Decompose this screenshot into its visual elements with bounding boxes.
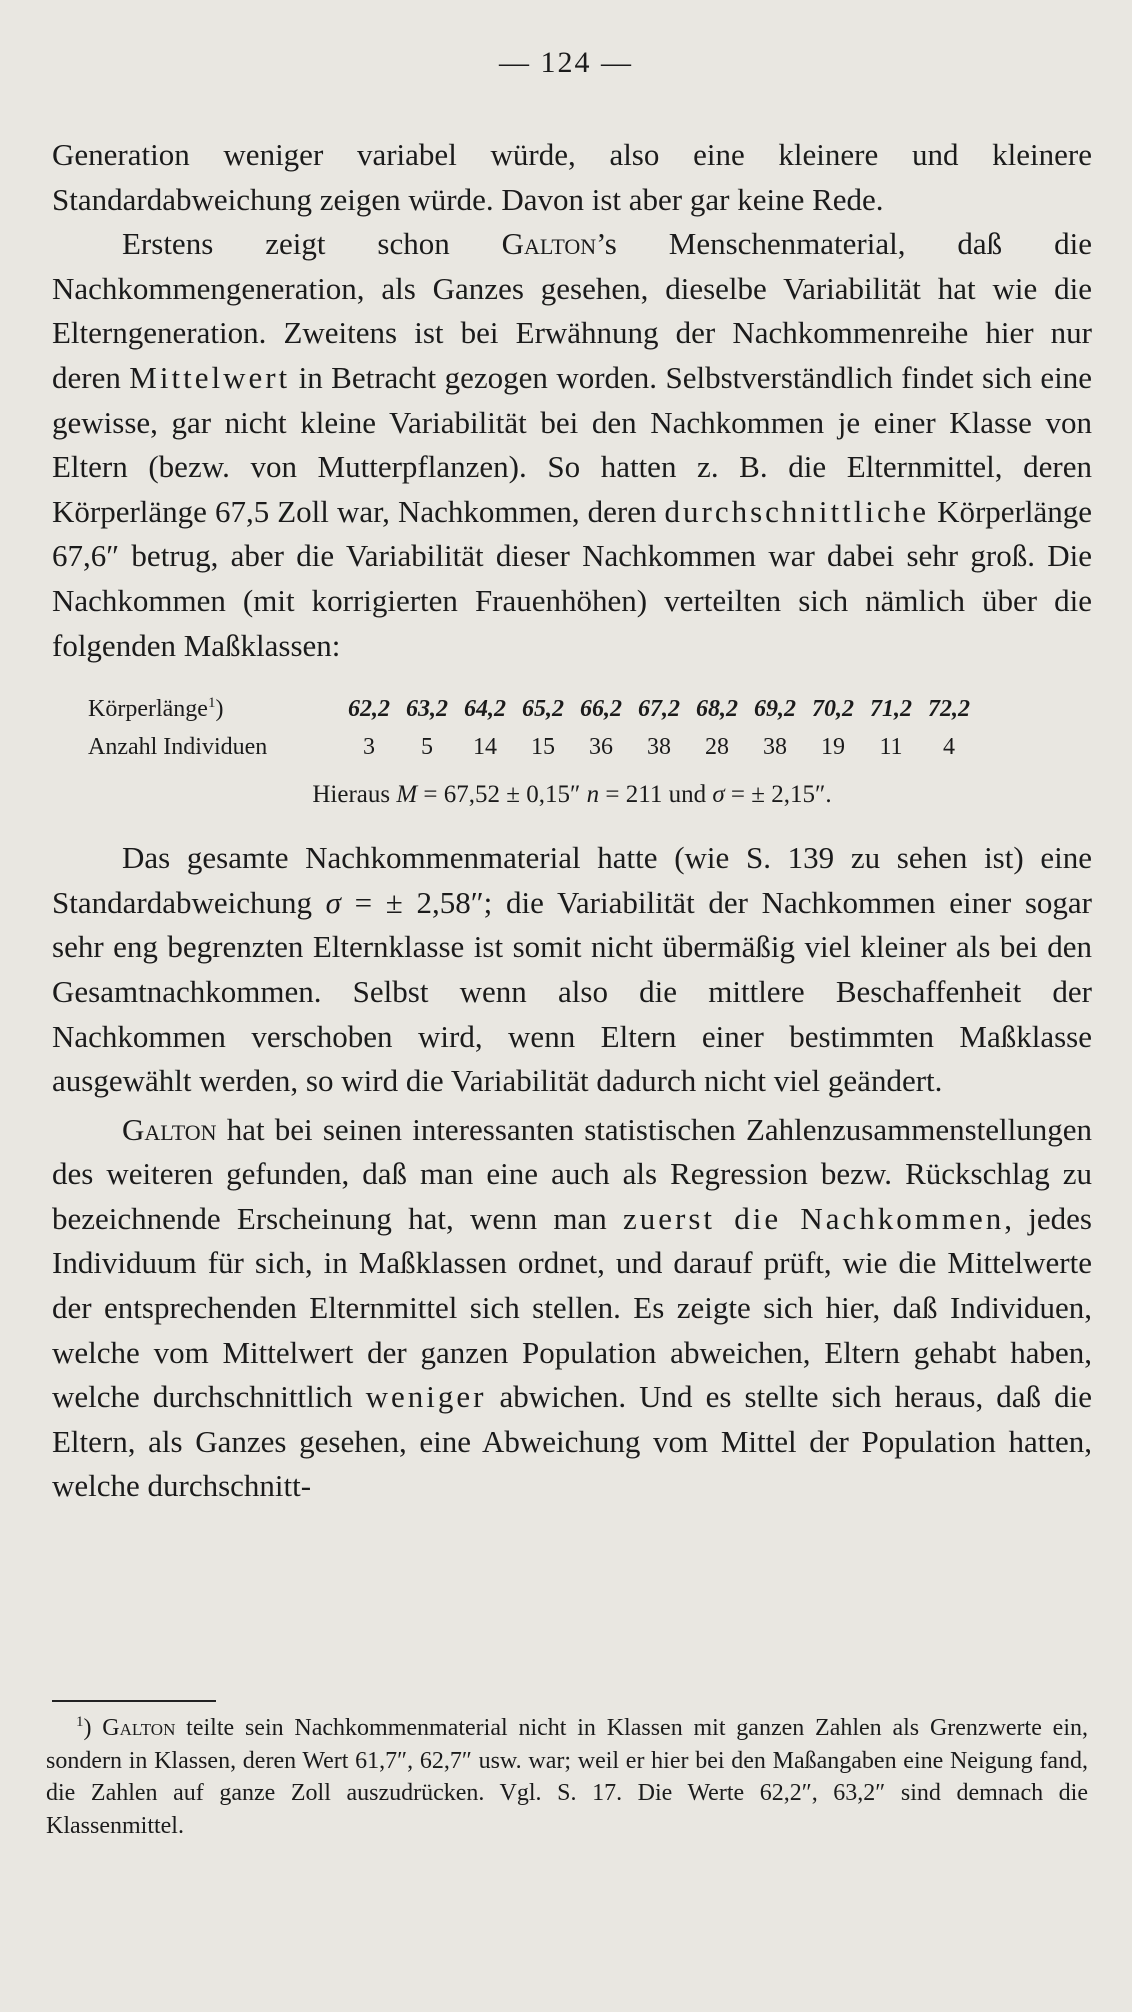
- table-row-koerperlaenge: [88, 690, 1092, 728]
- table-cell: 5: [421, 734, 433, 761]
- formula-symbol: n: [586, 781, 600, 809]
- result-formula: [52, 776, 1092, 814]
- table-cell: 70,2: [812, 696, 854, 723]
- table-cell: 71,2: [870, 696, 912, 723]
- table-cells: [340, 690, 978, 728]
- formula-text: = 211 und: [599, 781, 713, 809]
- author-name: Galton: [122, 1111, 217, 1147]
- footnote: [46, 1712, 1088, 1842]
- emphasis-text: Mittelwert: [129, 359, 291, 395]
- paragraph-galton: [52, 1108, 1092, 1509]
- table-cell: 67,2: [638, 696, 680, 723]
- table-cell: 19: [821, 734, 845, 761]
- footnote-text: [46, 1712, 1088, 1842]
- formula-symbol: σ: [325, 884, 341, 920]
- table-cell: 62,2: [348, 696, 390, 723]
- text-run: abwichen. Und es stellte sich heraus, daß die Eltern, als Ganzes gesehen, eine Abweichung vom Mittel der Population hatten, welche durchschnitt-: [52, 1379, 1092, 1504]
- page-number: — 124 —: [499, 46, 633, 79]
- emphasis-text: durchschnittliche: [664, 493, 930, 529]
- table-cells: [340, 728, 978, 766]
- table-cell: 63,2: [406, 696, 448, 723]
- footnote-marker: 1: [76, 1714, 84, 1730]
- text-run: in Betracht gezogen worden. Selbstverständlich findet sich eine gewisse, gar nicht kleine Variabilität bei den Nachkommen je einer Klasse von Eltern (bezw. von Mutterpflanzen). So hatten z. B. die Elternmittel, deren Körperlänge 67,5 Zoll war, Nachkommen, deren: [52, 359, 1092, 529]
- table-cell: 11: [879, 734, 903, 761]
- table-cell: 68,2: [696, 696, 738, 723]
- text-run: , jedes Individuum für sich, in Maßklassen ordnet, und darauf prüft, wie die Mittelwerte der entsprechenden Elternmittel sich stellen. Es zeigte sich hier, daß Individuen, welche vom Mittelwert der ganzen Population abweichen, Eltern gehabt haben, welche durchschnittlich: [52, 1200, 1092, 1415]
- footnote-ref: 1: [207, 695, 216, 712]
- author-name: Galton: [102, 1715, 176, 1741]
- formula-text: = 67,52 ± 0,15″: [417, 781, 587, 809]
- table-cell: 72,2: [928, 696, 970, 723]
- emphasis-text: weniger: [365, 1379, 487, 1415]
- formula-symbol: M: [396, 781, 418, 809]
- main-text: [52, 133, 1092, 1509]
- table-cell: 3: [363, 734, 375, 761]
- formula-text: = ± 2,15″.: [724, 781, 832, 809]
- measurement-table: [88, 690, 1092, 766]
- footnote-ref-close: ): [215, 696, 224, 723]
- table-cell: 36: [589, 734, 613, 761]
- emphasis-text: zuerst die Nachkommen: [623, 1200, 1005, 1236]
- footnote-marker-close: ): [83, 1715, 103, 1741]
- formula-text: Hieraus: [312, 781, 397, 809]
- text-run: Erstens zeigt schon: [122, 226, 502, 262]
- table-cell: 69,2: [754, 696, 796, 723]
- text-run: = ± 2,58″; die Variabilität der Nachkommen einer sogar sehr eng begrenzten Elternklasse ist somit nicht übermäßig viel kleiner als bei den Gesamtnachkommen. Selbst wenn also die mittlere Beschaffenheit der Nachkommen verschoben wird, wenn Eltern einer bestimmten Maßklasse ausgewählt werden, so wird die Variabilität dadurch nicht viel geändert.: [52, 884, 1092, 1099]
- row-label: Anzahl Individuen: [88, 734, 268, 761]
- table-row-anzahl: [88, 728, 1092, 766]
- paragraph-gesamte: [52, 836, 1092, 1104]
- formula-symbol: σ: [712, 781, 725, 809]
- table-cell: 4: [943, 734, 955, 761]
- paragraph-continuation: Generation weniger variabel würde, also eine kleinere und kleinere Standardabweichung zeigen würde. Davon ist aber gar keine Rede.: [52, 137, 1092, 217]
- table-cell: 38: [647, 734, 671, 761]
- table-cell: 14: [473, 734, 497, 761]
- table-cell: 66,2: [580, 696, 622, 723]
- row-label-text: Körperlänge: [88, 696, 208, 723]
- text-run: hat bei seinen interessanten statistischen Zahlenzusammenstellungen des weiteren gefunden, daß man eine auch als Regression bezw. Rückschlag zu bezeichnende Erscheinung hat, wenn man: [52, 1111, 1092, 1236]
- paragraph-erstens: [52, 222, 1092, 668]
- table-cell: 38: [763, 734, 787, 761]
- text-run: teilte sein Nachkommenmaterial nicht in Klassen mit ganzen Zahlen als Grenzwerte ein, sondern in Klassen, deren Wert 61,7″, 62,7″ usw. war; weil er hier bei den Maßangaben eine Neigung fand, die Zahlen auf ganze Zoll auszudrücken. Vgl. S. 17. Die Werte 62,2″, 63,2″ sind demnach die Klassenmittel.: [46, 1715, 1088, 1839]
- table-cell: 15: [531, 734, 555, 761]
- text-run: ’s Menschenmaterial, daß die Nachkommengeneration, als Ganzes gesehen, dieselbe Variabilität hat wie die Elterngeneration. Zweitens ist bei Erwähnung der Nachkommenreihe hier nur deren: [52, 226, 1092, 395]
- row-label: [88, 690, 340, 728]
- text-run: Das gesamte Nachkommenmaterial hatte (wie S. 139 zu sehen ist) eine Standardabweichung: [52, 840, 1092, 920]
- text-run: Körperlänge 67,6″ betrug, aber die Variabilität dieser Nachkommen war dabei sehr groß. Die Nachkommen (mit korrigierten Frauenhöhen) verteilten sich nämlich über die folgenden Maßklassen:: [52, 493, 1092, 663]
- table-cell: 65,2: [522, 696, 564, 723]
- author-name: Galton: [501, 226, 597, 262]
- footnote-divider: [52, 1700, 216, 1702]
- table-cell: 64,2: [464, 696, 506, 723]
- table-cell: 28: [705, 734, 729, 761]
